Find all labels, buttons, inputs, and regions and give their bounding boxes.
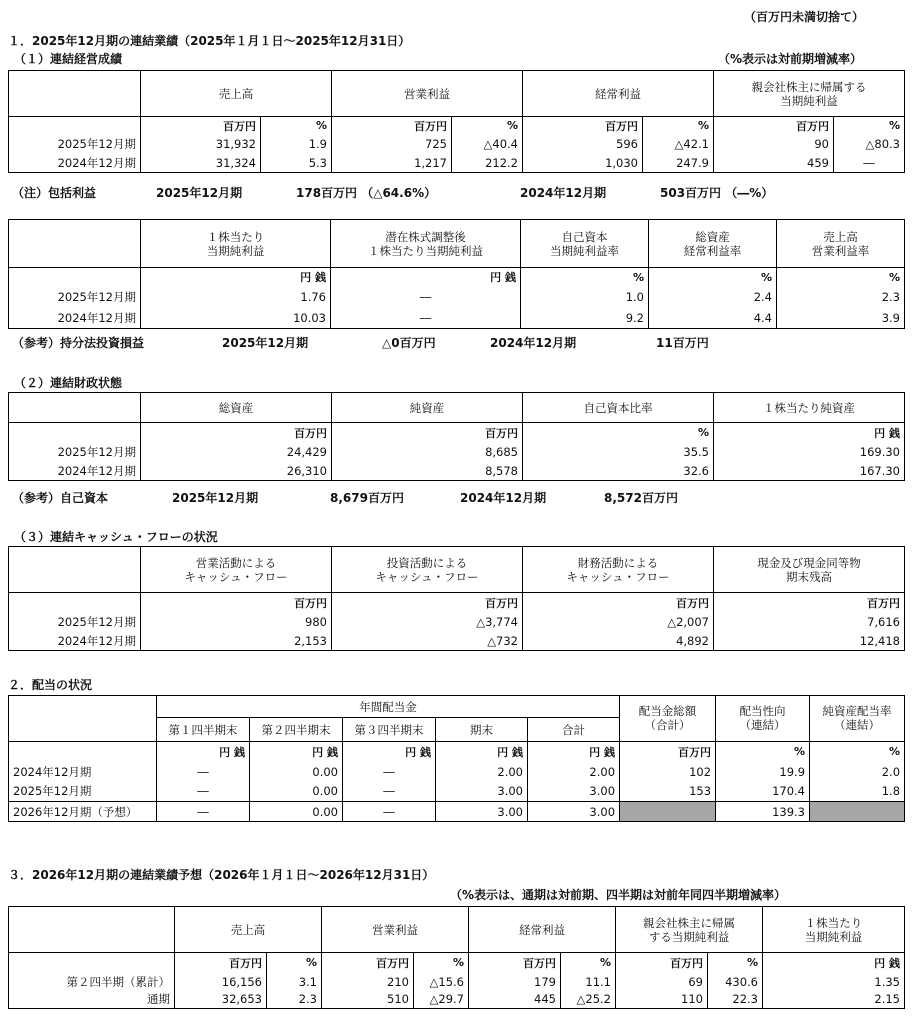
data-cell: ― [343, 802, 436, 822]
section2-title: ２．配当の状況 [8, 678, 93, 692]
data-cell: 0.00 [250, 782, 343, 802]
data-cell: ― [157, 782, 250, 802]
section1-pct-note: （%表示は対前期増減率） [718, 52, 863, 66]
data-cell: 2.4 [649, 287, 777, 308]
row-label: 2026年12月期（予想） [9, 802, 157, 822]
unit-cell: 百万円 [141, 117, 261, 135]
data-cell: 4.4 [649, 308, 777, 329]
data-cell: △3,774 [332, 613, 523, 632]
header-q2: 第２四半期末 [250, 718, 343, 742]
unit-cell: 円 銭 [343, 742, 436, 762]
table-row [9, 154, 905, 173]
data-cell: 179 [469, 973, 561, 991]
header-annual-dividends: 年間配当金 [157, 696, 620, 718]
data-cell: 32,653 [175, 991, 267, 1009]
header-operating-cf: 営業活動による キャッシュ・フロー [141, 547, 332, 593]
data-cell: 247.9 [643, 154, 714, 173]
row-label: 2025年12月期 [9, 782, 157, 802]
header-blank [9, 71, 141, 117]
equity-ref-label: （参考）自己資本 [12, 491, 109, 505]
cash-flow-table [8, 546, 905, 651]
financial-position-table [8, 392, 905, 481]
unit-cell: 百万円 [141, 423, 332, 443]
data-cell: 8,685 [332, 443, 523, 462]
data-cell: 8,578 [332, 462, 523, 481]
shaded-cell [810, 802, 905, 822]
header-equity-ratio: 自己資本比率 [523, 393, 714, 423]
row-label: 第２四半期（累計） [9, 973, 175, 991]
data-cell: ― [331, 308, 521, 329]
unit-cell: 円 銭 [331, 268, 521, 287]
unit-cell: 百万円 [523, 593, 714, 613]
unit-cell: 百万円 [469, 953, 561, 973]
data-cell: 1.76 [141, 287, 331, 308]
row-label: 2024年12月期 [9, 462, 141, 481]
unit-cell: 百万円 [523, 117, 643, 135]
row-label: 通期 [9, 991, 175, 1009]
unit-note: （百万円未満切捨て） [744, 10, 865, 24]
table-row [9, 762, 905, 782]
data-cell: 3.00 [436, 802, 528, 822]
data-cell: 1.8 [810, 782, 905, 802]
data-cell: 69 [616, 973, 708, 991]
table-row [9, 287, 905, 308]
header-eps: １株当たり 当期純利益 [141, 220, 331, 268]
data-cell: 1.0 [521, 287, 649, 308]
unit-cell: % [521, 268, 649, 287]
unit-cell: % [643, 117, 714, 135]
unit-cell: 百万円 [620, 742, 716, 762]
data-cell: △80.3 [834, 135, 905, 154]
header-net-income: 親会社株主に帰属 する当期純利益 [616, 907, 763, 953]
header-doe: 純資産配当率 （連結） [810, 696, 905, 742]
unit-row-blank [9, 268, 141, 287]
table-row [9, 782, 905, 802]
data-cell: 445 [469, 991, 561, 1009]
data-cell: 980 [141, 613, 332, 632]
header-net-assets: 純資産 [332, 393, 523, 423]
data-cell: △40.4 [452, 135, 523, 154]
header-operating-income: 営業利益 [332, 71, 523, 117]
unit-cell: 円 銭 [157, 742, 250, 762]
unit-cell: 百万円 [332, 117, 452, 135]
unit-cell: 円 銭 [250, 742, 343, 762]
section1-sub1-title: （１）連結経営成績 [14, 52, 123, 66]
header-q1: 第１四半期末 [157, 718, 250, 742]
header-net-sales: 売上高 [141, 71, 332, 117]
data-cell: 169.30 [714, 443, 905, 462]
data-cell: 2.00 [436, 762, 528, 782]
row-label: 2025年12月期 [9, 443, 141, 462]
data-cell: 5.3 [261, 154, 332, 173]
shaded-cell [620, 802, 716, 822]
header-roe: 自己資本 当期純利益率 [521, 220, 649, 268]
unit-cell: % [810, 742, 905, 762]
data-cell: 170.4 [716, 782, 810, 802]
data-cell: 2.3 [777, 287, 905, 308]
data-cell: 7,616 [714, 613, 905, 632]
header-total: 合計 [528, 718, 620, 742]
row-label: 2024年12月期 [9, 632, 141, 651]
comprehensive-value-2025: 178百万円 （△64.6%） [296, 186, 437, 200]
unit-row-blank [9, 423, 141, 443]
header-blank [9, 696, 157, 742]
header-blank [9, 393, 141, 423]
data-cell: △42.1 [643, 135, 714, 154]
data-cell: ― [157, 802, 250, 822]
unit-cell: % [649, 268, 777, 287]
header-total-dividends: 配当金総額 （合計） [620, 696, 716, 742]
data-cell: 3.00 [528, 802, 620, 822]
unit-cell: % [261, 117, 332, 135]
unit-cell: 百万円 [141, 593, 332, 613]
unit-cell: % [452, 117, 523, 135]
unit-cell: 円 銭 [436, 742, 528, 762]
header-diluted-eps: 潜在株式調整後 １株当たり当期純利益 [331, 220, 521, 268]
header-operating-income: 営業利益 [322, 907, 469, 953]
data-cell: 26,310 [141, 462, 332, 481]
table-row [9, 462, 905, 481]
data-cell: 510 [322, 991, 414, 1009]
section1-sub2-title: （２）連結財政状態 [14, 376, 123, 390]
data-cell: 596 [523, 135, 643, 154]
data-cell: ― [834, 154, 905, 173]
header-blank [9, 547, 141, 593]
data-cell: ― [343, 762, 436, 782]
header-ordinary-income: 経常利益 [523, 71, 714, 117]
data-cell: 2.0 [810, 762, 905, 782]
comprehensive-period-2025: 2025年12月期 [156, 186, 243, 200]
header-investing-cf: 投資活動による キャッシュ・フロー [332, 547, 523, 593]
header-net-sales: 売上高 [175, 907, 322, 953]
equity-ref-value-2024: 8,572百万円 [604, 491, 678, 505]
comprehensive-period-2024: 2024年12月期 [520, 186, 607, 200]
data-cell: ― [343, 782, 436, 802]
header-financing-cf: 財務活動による キャッシュ・フロー [523, 547, 714, 593]
data-cell: 11.1 [561, 973, 616, 991]
row-label: 2025年12月期 [9, 613, 141, 632]
table-row [9, 135, 905, 154]
comprehensive-value-2024: 503百万円 （―%） [660, 186, 774, 200]
data-cell: 210 [322, 973, 414, 991]
row-label: 2024年12月期 [9, 308, 141, 329]
table-row [9, 443, 905, 462]
data-cell: 1,030 [523, 154, 643, 173]
data-cell: 725 [332, 135, 452, 154]
data-cell: 35.5 [523, 443, 714, 462]
forecast-table [8, 906, 905, 1009]
header-blank [9, 220, 141, 268]
table-row [9, 973, 905, 991]
header-ordinary-income: 経常利益 [469, 907, 616, 953]
data-cell: 2,153 [141, 632, 332, 651]
data-cell: 12,418 [714, 632, 905, 651]
data-cell: △732 [332, 632, 523, 651]
unit-cell: 円 銭 [763, 953, 905, 973]
data-cell: 110 [616, 991, 708, 1009]
unit-row-blank [9, 593, 141, 613]
data-cell: 212.2 [452, 154, 523, 173]
data-cell: 90 [714, 135, 834, 154]
data-cell: 3.00 [436, 782, 528, 802]
unit-row-blank [9, 117, 141, 135]
equity-method-value-2024: 11百万円 [656, 336, 709, 350]
data-cell: 2.15 [763, 991, 905, 1009]
data-cell: 31,324 [141, 154, 261, 173]
unit-cell: 百万円 [714, 593, 905, 613]
section1-sub3-title: （３）連結キャッシュ・フローの状況 [14, 530, 218, 544]
data-cell: 1.35 [763, 973, 905, 991]
equity-method-period-2024: 2024年12月期 [490, 336, 577, 350]
header-blank [9, 907, 175, 953]
row-label: 2024年12月期 [9, 762, 157, 782]
data-cell: ― [331, 287, 521, 308]
table-row [9, 991, 905, 1009]
data-cell: 139.3 [716, 802, 810, 822]
header-payout-ratio: 配当性向 （連結） [716, 696, 810, 742]
data-cell: 3.9 [777, 308, 905, 329]
data-cell: 153 [620, 782, 716, 802]
data-cell: △2,007 [523, 613, 714, 632]
table-row [9, 308, 905, 329]
unit-cell: 百万円 [714, 117, 834, 135]
header-roa: 総資産 経常利益率 [649, 220, 777, 268]
data-cell: 3.1 [267, 973, 322, 991]
header-year-end: 期末 [436, 718, 528, 742]
section1-title: １．2025年12月期の連結業績（2025年１月１日～2025年12月31日） [8, 34, 411, 48]
unit-cell: % [777, 268, 905, 287]
data-cell: 4,892 [523, 632, 714, 651]
header-total-assets: 総資産 [141, 393, 332, 423]
per-share-table [8, 219, 905, 329]
unit-cell: % [561, 953, 616, 973]
data-cell: ― [157, 762, 250, 782]
unit-row-blank [9, 953, 175, 973]
unit-cell: 円 銭 [714, 423, 905, 443]
unit-cell: 百万円 [332, 423, 523, 443]
data-cell: 0.00 [250, 762, 343, 782]
unit-cell: % [708, 953, 763, 973]
dividends-table [8, 695, 905, 822]
data-cell: 102 [620, 762, 716, 782]
unit-cell: 百万円 [616, 953, 708, 973]
unit-cell: 円 銭 [141, 268, 331, 287]
data-cell: 9.2 [521, 308, 649, 329]
unit-cell: % [523, 423, 714, 443]
section3-pct-note: （%表示は、通期は対前期、四半期は対前年同四半期増減率） [450, 888, 787, 902]
data-cell: △25.2 [561, 991, 616, 1009]
section3-title: ３．2026年12月期の連結業績予想（2026年１月１日～2026年12月31日） [8, 868, 435, 882]
table-row [9, 613, 905, 632]
equity-ref-value-2025: 8,679百万円 [330, 491, 404, 505]
data-cell: 2.3 [267, 991, 322, 1009]
data-cell: 459 [714, 154, 834, 173]
unit-cell: % [834, 117, 905, 135]
data-cell: 0.00 [250, 802, 343, 822]
data-cell: 3.00 [528, 782, 620, 802]
data-cell: △29.7 [414, 991, 469, 1009]
header-cash-balance: 現金及び現金同等物 期末残高 [714, 547, 905, 593]
data-cell: 32.6 [523, 462, 714, 481]
data-cell: 16,156 [175, 973, 267, 991]
equity-ref-period-2024: 2024年12月期 [460, 491, 547, 505]
equity-method-label: （参考）持分法投資損益 [12, 336, 145, 350]
unit-cell: 百万円 [322, 953, 414, 973]
unit-cell: 円 銭 [528, 742, 620, 762]
unit-row-blank [9, 742, 157, 762]
unit-cell: 百万円 [175, 953, 267, 973]
unit-cell: % [414, 953, 469, 973]
data-cell: 430.6 [708, 973, 763, 991]
header-bps: １株当たり純資産 [714, 393, 905, 423]
header-operating-margin: 売上高 営業利益率 [777, 220, 905, 268]
unit-cell: % [716, 742, 810, 762]
operating-results-table [8, 70, 905, 173]
data-cell: 10.03 [141, 308, 331, 329]
table-row-forecast [9, 802, 905, 822]
unit-cell: % [267, 953, 322, 973]
equity-method-value-2025: △0百万円 [382, 336, 436, 350]
data-cell: △15.6 [414, 973, 469, 991]
data-cell: 24,429 [141, 443, 332, 462]
data-cell: 31,932 [141, 135, 261, 154]
data-cell: 22.3 [708, 991, 763, 1009]
data-cell: 19.9 [716, 762, 810, 782]
row-label: 2024年12月期 [9, 154, 141, 173]
data-cell: 167.30 [714, 462, 905, 481]
header-eps: １株当たり 当期純利益 [763, 907, 905, 953]
comprehensive-label: （注）包括利益 [12, 186, 97, 200]
data-cell: 1.9 [261, 135, 332, 154]
equity-method-period-2025: 2025年12月期 [222, 336, 309, 350]
header-net-income: 親会社株主に帰属する 当期純利益 [714, 71, 905, 117]
equity-ref-period-2025: 2025年12月期 [172, 491, 259, 505]
header-q3: 第３四半期末 [343, 718, 436, 742]
row-label: 2025年12月期 [9, 135, 141, 154]
data-cell: 1,217 [332, 154, 452, 173]
unit-cell: 百万円 [332, 593, 523, 613]
row-label: 2025年12月期 [9, 287, 141, 308]
table-row [9, 632, 905, 651]
data-cell: 2.00 [528, 762, 620, 782]
